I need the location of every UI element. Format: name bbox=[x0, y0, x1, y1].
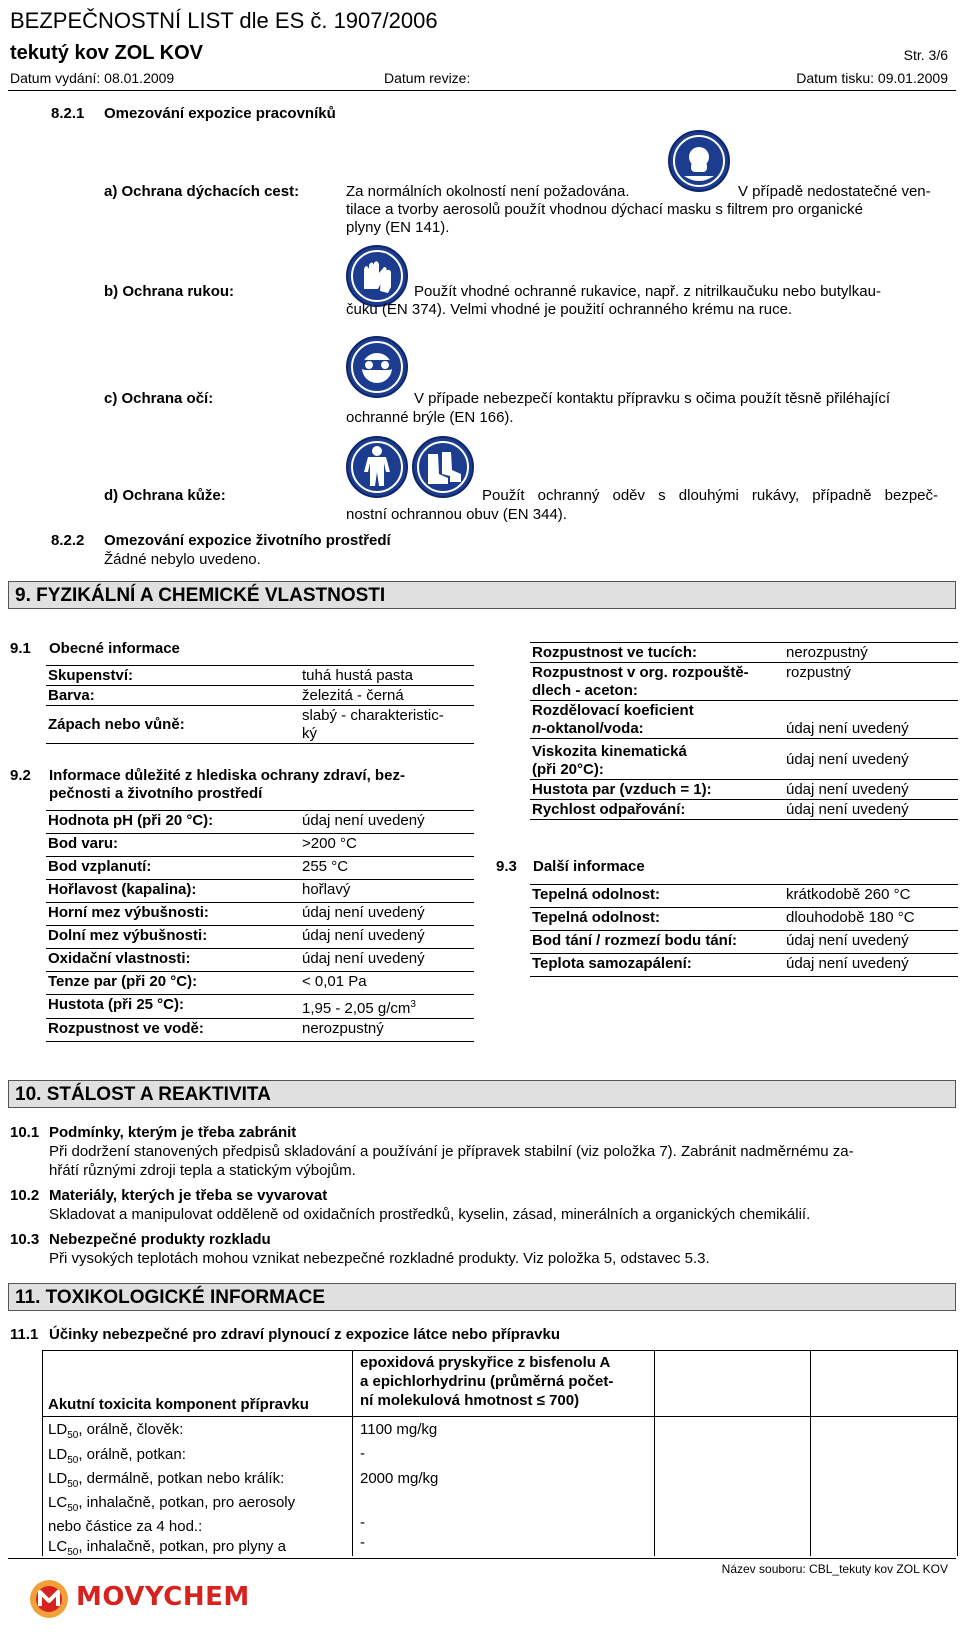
table-row: Teplota samozapálení: údaj není uvedený bbox=[530, 954, 958, 977]
table-row: Rychlost odpařování: údaj není uvedený bbox=[530, 800, 958, 820]
s822-num: 8.2.2 bbox=[51, 532, 85, 549]
toxicity-table bbox=[42, 1350, 958, 1556]
s92-title-2: pečnosti a životního prostředí bbox=[49, 785, 263, 802]
table-row: Tepelná odolnost: dlouhodobě 180 °C bbox=[530, 908, 958, 931]
hands-text-2: čuku (EN 374). Velmi vhodné je použití ochranného krému na ruce. bbox=[346, 301, 793, 318]
s822-text: Žádné nebylo uvedeno. bbox=[104, 551, 261, 568]
footer-divider bbox=[8, 1558, 956, 1559]
s102-text: Skladovat a manipulovat odděleně od oxidačních prostředků, kyselin, zásad, minerálních a organických chemikálií. bbox=[49, 1206, 811, 1223]
revision-date: Datum revize: bbox=[384, 70, 471, 86]
table-row: Skupenství: tuhá hustá pasta bbox=[46, 666, 474, 686]
section-9-heading: 9. FYZIKÁLNÍ A CHEMICKÉ VLASTNOSTI bbox=[8, 581, 956, 609]
eyes-text-2: ochranné brýle (EN 166). bbox=[346, 409, 514, 426]
general-info-table bbox=[46, 665, 474, 744]
s93-title: Další informace bbox=[533, 858, 645, 875]
component-name-2: a epichlorhydrinu (průměrná počet- bbox=[360, 1373, 614, 1390]
s822-title: Omezování expozice životního prostředí bbox=[104, 532, 391, 549]
toxicity-row-value: - bbox=[360, 1514, 365, 1531]
toxicity-row-value: - bbox=[360, 1534, 365, 1551]
movychem-logo-icon bbox=[28, 1578, 70, 1625]
table-row: Oxidační vlastnosti: údaj není uvedený bbox=[46, 949, 474, 972]
toxicity-column-header: Akutní toxicita komponent přípravku bbox=[48, 1396, 309, 1413]
issue-date: Datum vydání: 08.01.2009 bbox=[10, 70, 175, 86]
s102-num: 10.2 bbox=[10, 1187, 40, 1204]
table-row: Rozdělovací koeficient n-oktanol/voda: údaj není uvedený bbox=[530, 701, 958, 739]
s102-title: Materiály, kterých je třeba se vyvarovat bbox=[49, 1187, 328, 1204]
s101-title: Podmínky, kterým je třeba zabránit bbox=[49, 1124, 297, 1141]
table-row: Bod vzplanutí: 255 °C bbox=[46, 857, 474, 880]
table-row: Tenze par (při 20 °C): < 0,01 Pa bbox=[46, 972, 474, 995]
product-name: tekutý kov ZOL KOV bbox=[10, 42, 204, 64]
document-title: BEZPEČNOSTNÍ LIST dle ES č. 1907/2006 bbox=[10, 8, 438, 33]
footer-filename: Název souboru: CBL_tekuty kov ZOL KOV bbox=[721, 1562, 948, 1576]
s101-text-1: Při dodržení stanovených předpisů skladování a používání je přípravek stabilní (viz položka 7). Zabránit nadměrnému za- bbox=[49, 1143, 854, 1160]
table-row: Hodnota pH (při 20 °C): údaj není uvedený bbox=[46, 811, 474, 834]
safety-goggles-icon bbox=[346, 336, 408, 398]
gloves-icon bbox=[346, 245, 408, 307]
table-row: Hořlavost (kapalina): hořlavý bbox=[46, 880, 474, 903]
section-11-heading: 11. TOXIKOLOGICKÉ INFORMACE bbox=[8, 1283, 956, 1311]
skin-text-2: nostní ochrannou obuv (EN 344). bbox=[346, 506, 567, 523]
table-row: Zápach nebo vůně: slabý - charakteristic- ký bbox=[46, 706, 474, 744]
other-info-table bbox=[530, 884, 958, 977]
respiratory-text-1a: Za normálních okolností není požadována. bbox=[346, 183, 630, 200]
s91-title: Obecné informace bbox=[49, 640, 180, 657]
section-10-heading: 10. STÁLOST A REAKTIVITA bbox=[8, 1080, 956, 1108]
table-row: Hustota (při 25 °C): 1,95 - 2,05 $g/cm^3$ bbox=[46, 995, 474, 1019]
table-row: Viskozita kinematická (při 20°C): údaj není uvedený bbox=[530, 739, 958, 780]
component-name-1: epoxidová pryskyřice z bisfenolu A bbox=[360, 1354, 611, 1371]
table-row: Tepelná odolnost: krátkodobě 260 °C bbox=[530, 885, 958, 908]
eyes-text-1: V případe nebezpečí kontaktu přípravku s očima použít těsně přiléhající bbox=[414, 390, 891, 407]
table-row: Horní mez výbušnosti: údaj není uvedený bbox=[46, 903, 474, 926]
skin-label: d) Ochrana kůže: bbox=[104, 487, 226, 504]
toxicity-row-value: 2000 mg/kg bbox=[360, 1470, 439, 1487]
toxicity-row-label: $LD_{50}$, dermálně, potkan nebo králík: bbox=[48, 1470, 285, 1490]
s101-num: 10.1 bbox=[10, 1124, 40, 1141]
print-date: Datum tisku: 09.01.2009 bbox=[796, 70, 948, 86]
protective-clothing-icon bbox=[346, 436, 408, 498]
s111-num: 11.1 bbox=[10, 1326, 39, 1343]
toxicity-row-label: $LC_{50}$, inhalačně, potkan, pro plyny a bbox=[48, 1538, 286, 1558]
toxicity-row-value: 1100 mg/kg bbox=[360, 1421, 438, 1438]
respirator-mask-icon bbox=[668, 130, 730, 192]
toxicity-row-label: $LD_{50}$, orálně, člověk: bbox=[48, 1421, 184, 1441]
skin-text-1: Použít ochranný oděv s dlouhými rukávy, případně bezpeč- bbox=[482, 487, 938, 504]
component-name-3: ní molekulová hmotnost ≤ 700) bbox=[360, 1392, 580, 1409]
header-divider bbox=[8, 90, 956, 91]
respiratory-label: a) Ochrana dýchacích cest: bbox=[104, 183, 300, 200]
important-properties-table bbox=[46, 810, 474, 1042]
s111-title: Účinky nebezpečné pro zdraví plynoucí z expozice látce nebo přípravku bbox=[49, 1326, 560, 1343]
s821-title: Omezování expozice pracovníků bbox=[104, 105, 336, 122]
s103-title: Nebezpečné produkty rozkladu bbox=[49, 1231, 271, 1248]
table-row: Bod varu: >200 °C bbox=[46, 834, 474, 857]
hands-text-1: Použít vhodné ochranné rukavice, např. z nitrilkaučuku nebo butylkau- bbox=[414, 283, 881, 300]
toxicity-row-label: $LC_{50}$, inhalačně, potkan, pro aerosoly nebo částice za 4 hod.: bbox=[48, 1494, 296, 1535]
toxicity-row-value: - bbox=[360, 1445, 365, 1462]
table-row: Hustota par (vzduch = 1): údaj není uvedený bbox=[530, 780, 958, 800]
respiratory-text-3: plyny (EN 141). bbox=[346, 219, 450, 236]
s91-num: 9.1 bbox=[10, 640, 31, 657]
safety-boots-icon bbox=[412, 436, 474, 498]
s101-text-2: hřátí různými zdroji tepla a statickým výbojům. bbox=[49, 1162, 356, 1179]
table-row: Barva: železitá - černá bbox=[46, 686, 474, 706]
table-row: Bod tání / rozmezí bodu tání: údaj není uvedený bbox=[530, 931, 958, 954]
hands-label: b) Ochrana rukou: bbox=[104, 283, 235, 300]
solubility-table bbox=[530, 642, 958, 820]
table-row: Rozpustnost ve tucích: nerozpustný bbox=[530, 643, 958, 663]
s92-num: 9.2 bbox=[10, 767, 31, 784]
table-row: Rozpustnost v org. rozpouště- dlech - aceton: rozpustný bbox=[530, 663, 958, 701]
page-number: Str. 3/6 bbox=[903, 47, 948, 63]
table-row: Dolní mez výbušnosti: údaj není uvedený bbox=[46, 926, 474, 949]
respiratory-text-1b: V případě nedostatečné ven- bbox=[738, 183, 931, 200]
eyes-label: c) Ochrana očí: bbox=[104, 390, 214, 407]
table-row: Rozpustnost ve vodě: nerozpustný bbox=[46, 1019, 474, 1042]
s92-title-1: Informace důležité z hlediska ochrany zdraví, bez- bbox=[49, 767, 405, 784]
s93-num: 9.3 bbox=[496, 858, 517, 875]
movychem-logo-text: MOVYCHEM bbox=[76, 1582, 250, 1612]
toxicity-row-label: $LD_{50}$, orálně, potkan: bbox=[48, 1446, 186, 1466]
s103-num: 10.3 bbox=[10, 1231, 40, 1248]
s821-num: 8.2.1 bbox=[51, 105, 85, 122]
s103-text: Při vysokých teplotách mohou vznikat nebezpečné rozkladné produkty. Viz položka 5, odstavec 5.3. bbox=[49, 1250, 710, 1267]
respiratory-text-2: tilace a tvorby aerosolů použít vhodnou dýchací masku s filtrem pro organické bbox=[346, 201, 863, 218]
